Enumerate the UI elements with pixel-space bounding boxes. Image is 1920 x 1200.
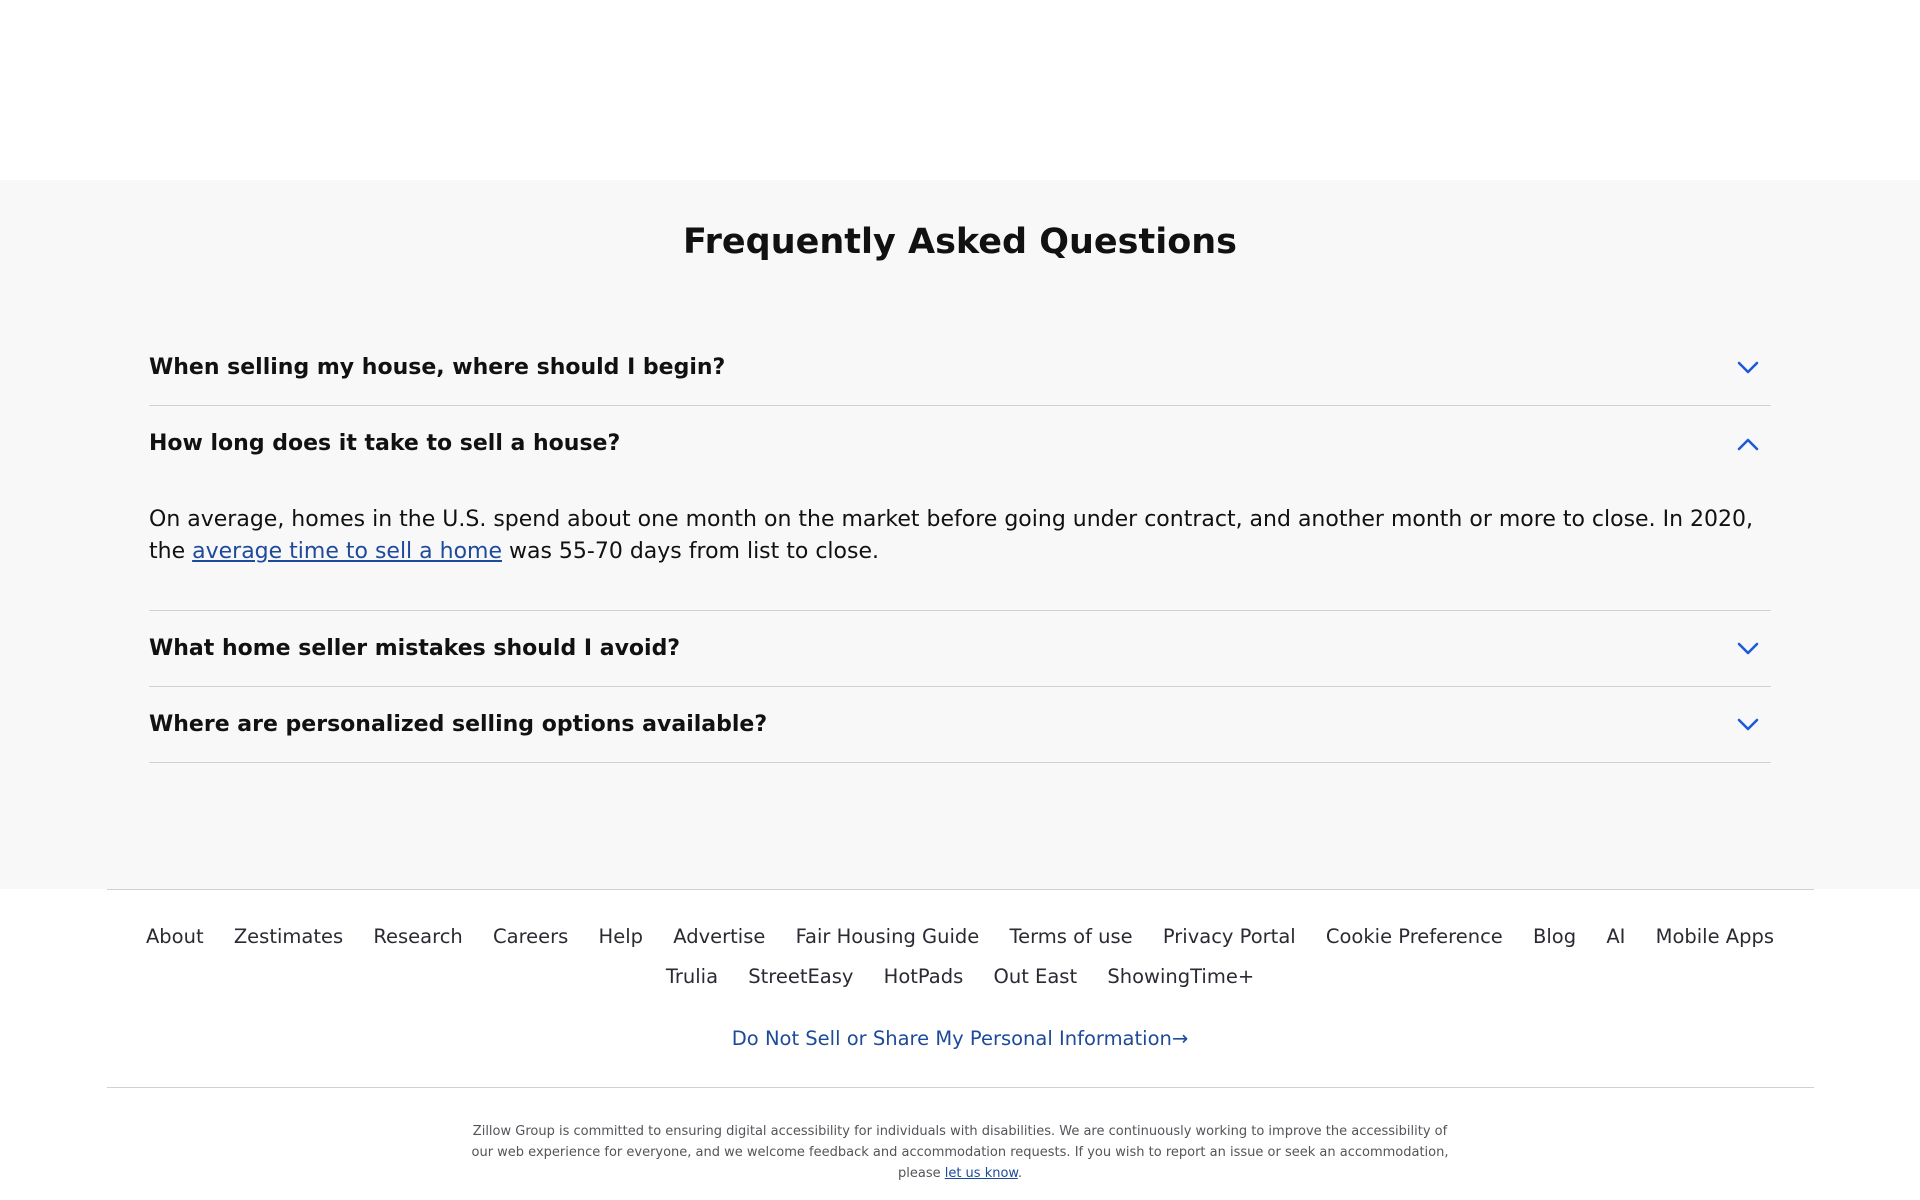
footer-link-terms-of-use[interactable]: Terms of use — [1009, 925, 1133, 948]
footer-link-fair-housing-guide[interactable]: Fair Housing Guide — [795, 925, 980, 948]
faq-item-expanded — [149, 406, 1771, 611]
faq-question-toggle[interactable] — [149, 330, 1771, 405]
average-time-link[interactable]: average time to sell a home — [192, 539, 502, 564]
footer-link-blog[interactable]: Blog — [1533, 925, 1577, 948]
footer-link-help[interactable]: Help — [598, 925, 643, 948]
accessibility-text: Zillow Group is committed to ensuring digital accessibility for individuals with disabilities. We are continuously working to improve the accessibility of our web experience for everyone, and we welcome feedback and accommodation requests. If you wish to report an issue or seek an accommodation, please — [471, 1124, 1449, 1181]
footer-link-hotpads[interactable]: HotPads — [883, 965, 964, 988]
footer-link-zestimates[interactable]: Zestimates — [233, 925, 344, 948]
footer-link-privacy-portal[interactable]: Privacy Portal — [1162, 925, 1296, 948]
privacy-opt-out — [0, 1027, 1920, 1050]
faq-item — [149, 330, 1771, 406]
footer-divider — [107, 1087, 1814, 1088]
faq-answer — [149, 481, 1771, 610]
footer-links-primary — [0, 925, 1920, 948]
faq-question-toggle[interactable] — [149, 687, 1771, 762]
footer-link-ai[interactable]: AI — [1606, 925, 1626, 948]
footer-link-trulia[interactable]: Trulia — [665, 965, 719, 988]
faq-question: Where are personalized selling options available? — [149, 712, 768, 737]
let-us-know-link[interactable]: let us know — [944, 1166, 1018, 1181]
chevron-down-icon[interactable] — [1736, 637, 1760, 661]
faq-question-toggle[interactable] — [149, 406, 1771, 481]
top-blank-area — [0, 0, 1920, 180]
footer-link-advertise[interactable]: Advertise — [673, 925, 766, 948]
faq-question: How long does it take to sell a house? — [149, 431, 621, 456]
accessibility-text-end: . — [1017, 1166, 1023, 1181]
accessibility-statement — [470, 1121, 1450, 1184]
chevron-down-icon[interactable] — [1736, 713, 1760, 737]
footer-link-mobile-apps[interactable]: Mobile Apps — [1655, 925, 1775, 948]
footer-divider — [107, 889, 1814, 890]
footer-link-careers[interactable]: Careers — [493, 925, 569, 948]
footer-link-research[interactable]: Research — [373, 925, 463, 948]
footer-link-streeteasy[interactable]: StreetEasy — [748, 965, 854, 988]
faq-answer-text: On average, homes in the U.S. spend about one month on the market before going under contract, and another month or more to close. In 2020, the — [149, 507, 1753, 564]
faq-question-toggle[interactable] — [149, 611, 1771, 686]
footer-links-brands — [0, 965, 1920, 988]
faq-title: Frequently Asked Questions — [682, 222, 1238, 262]
faq-item — [149, 611, 1771, 687]
faq-question: What home seller mistakes should I avoid? — [149, 636, 681, 661]
faq-question: When selling my house, where should I begin? — [149, 355, 726, 380]
do-not-sell-link[interactable]: Do Not Sell or Share My Personal Information→ — [731, 1027, 1189, 1050]
footer-link-cookie-preference[interactable]: Cookie Preference — [1325, 925, 1503, 948]
chevron-up-icon[interactable] — [1736, 432, 1760, 456]
footer-link-about[interactable]: About — [145, 925, 204, 948]
faq-section — [0, 180, 1920, 889]
faq-answer-text-end: was 55-70 days from list to close. — [502, 539, 879, 564]
faq-item — [149, 687, 1771, 763]
footer-link-out-east[interactable]: Out East — [993, 965, 1078, 988]
faq-list — [149, 330, 1771, 763]
footer-link-showingtime[interactable]: ShowingTime+ — [1107, 965, 1255, 988]
chevron-down-icon[interactable] — [1736, 356, 1760, 380]
